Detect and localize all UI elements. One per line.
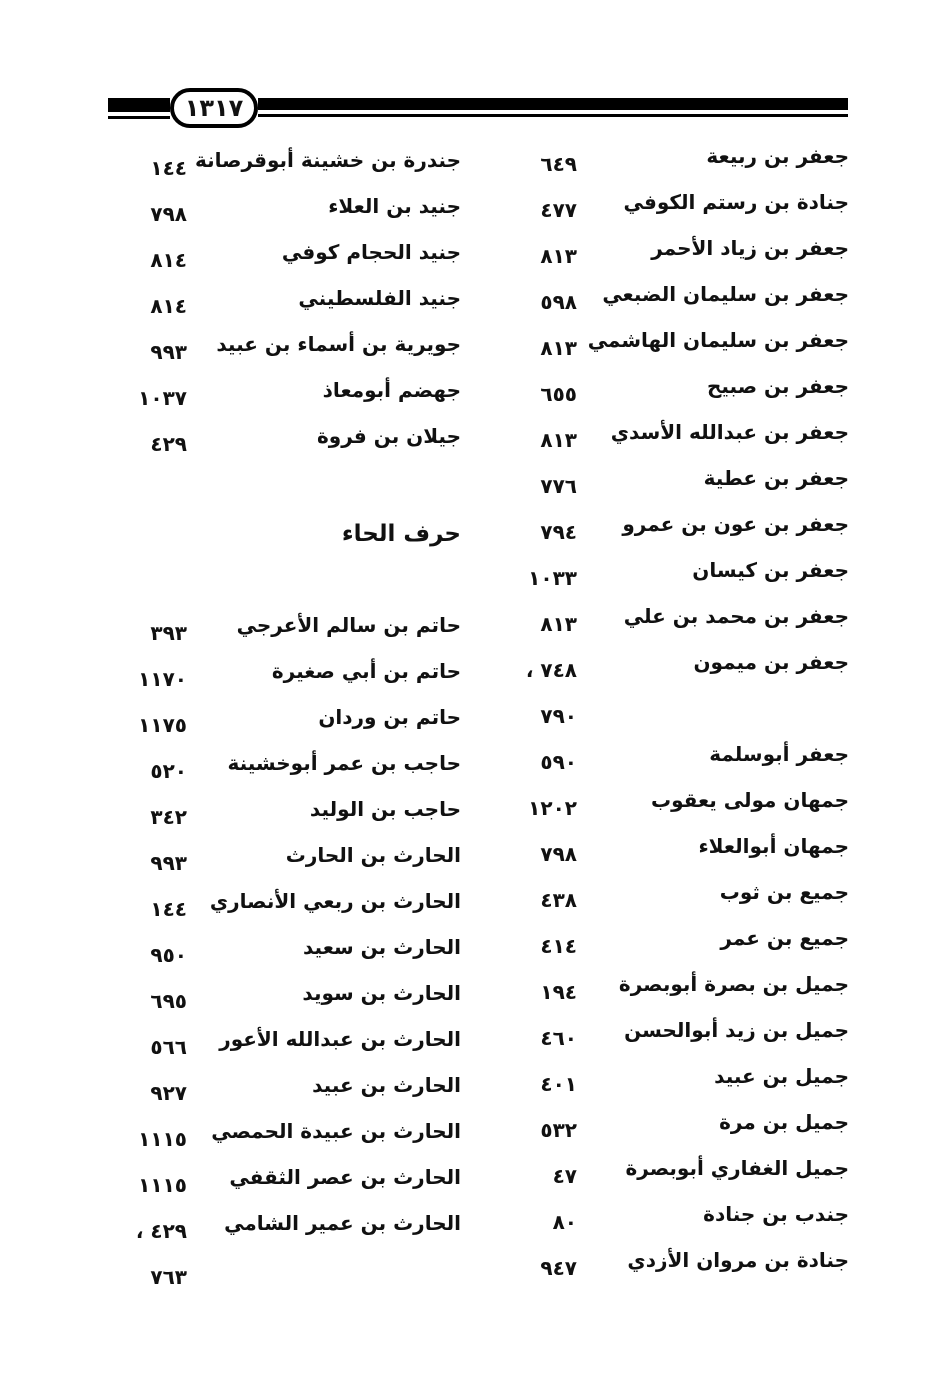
index-entry-page: ٦٥٥ (540, 382, 577, 406)
index-entry-page: ٧٩٨ (150, 202, 187, 226)
index-entry-name: حاجب بن الوليد (309, 797, 461, 821)
index-entry-page: ٧٤٨ ، (525, 658, 577, 682)
index-entry-page: ٤٠١ (540, 1072, 577, 1096)
index-entry-name: جعفر بن صبيح (706, 374, 849, 398)
index-entry-page: ٧٩٠ (540, 704, 577, 728)
index-entry-name: جمهان أبوالعلاء (698, 834, 849, 858)
index-entry-page: ٧٦٣ (150, 1265, 187, 1289)
index-entry-page: ٨١٣ (540, 612, 577, 636)
index-entry-page: ٩٥٠ (150, 943, 187, 967)
index-entry-name: جميل بن زيد أبوالحسن (624, 1018, 849, 1042)
index-entry-page: ٧٩٤ (540, 520, 577, 544)
header-rule-thick (108, 98, 170, 112)
index-entry-page: ٦٩٥ (150, 989, 187, 1013)
index-entry-name: جعفر بن زياد الأحمر (651, 236, 849, 260)
index-entry-name: جميل بن مرة (719, 1110, 849, 1134)
index-entry-name: حاتم بن سالم الأعرجي (236, 613, 461, 637)
index-entry-name: جندب بن جنادة (703, 1202, 849, 1226)
index-entry-page: ٦٤٩ (540, 152, 577, 176)
index-entry-name: الحارث بن الحارث (285, 843, 461, 867)
index-entry-name: جنادة بن مروان الأزدي (627, 1248, 849, 1272)
index-entry-name: جنادة بن رستم الكوفي (623, 190, 849, 214)
index-entry-page: ٨١٣ (540, 244, 577, 268)
index-entry-name: جعفر بن سليمان الهاشمي (587, 328, 849, 352)
index-entry-page: ١٠٣٣ (528, 566, 577, 590)
index-entry-name: جنيد الفلسطيني (298, 286, 461, 310)
index-entry-name: جعفر بن ربيعة (706, 144, 849, 168)
index-entry-name: حاتم بن أبي صغيرة (271, 659, 461, 683)
index-entry-name: جميل بن عبيد (714, 1064, 849, 1088)
index-entry-page: ٥٩٨ (540, 290, 577, 314)
page-number: ١٣١٧ (170, 88, 258, 128)
index-entry-page: ٤٢٩ ، (135, 1219, 187, 1243)
index-entry-page: ١٤٤ (150, 897, 187, 921)
index-entry-name: جعفر بن سليمان الضبعي (602, 282, 849, 306)
header-rule-thin (258, 114, 848, 117)
index-entry-page: ٩٢٧ (150, 1081, 187, 1105)
index-entry-page: ٥٩٠ (540, 750, 577, 774)
index-entry-page: ١١٧٠ (138, 667, 187, 691)
index-entry-page: ١٠٣٧ (138, 386, 187, 410)
index-entry-page: ٩٤٧ (540, 1256, 577, 1280)
index-entry-name: جميع بن ثوب (719, 880, 849, 904)
index-entry-name: جنيد الحجام كوفي (281, 240, 461, 264)
index-entry-name: جعفر أبوسلمة (709, 742, 849, 766)
index-entry-page: ١٩٤ (540, 980, 577, 1004)
index-entry-name: جعفر بن ميمون (693, 650, 849, 674)
index-entry-name: الحارث بن ربعي الأنصاري (209, 889, 461, 913)
index-entry-name: حاتم بن وردان (318, 705, 461, 729)
index-entry-page: ٤٢٩ (150, 432, 187, 456)
index-entry-name: الحارث بن سويد (302, 981, 461, 1005)
index-entry-page: ٩٩٣ (150, 340, 187, 364)
index-entry-name: الحارث بن عصر الثقفي (229, 1165, 461, 1189)
index-entry-page: ١١١٥ (138, 1173, 187, 1197)
index-entry-page: ٣٤٢ (150, 805, 187, 829)
index-entry-page: ٧٩٨ (540, 842, 577, 866)
index-entry-page: ٣٩٣ (150, 621, 187, 645)
index-entry-page: ٥٦٦ (150, 1035, 187, 1059)
index-entry-name: جميع بن عمر (720, 926, 849, 950)
index-entry-name: الحارث بن سعيد (302, 935, 461, 959)
index-entry-page: ٨١٤ (150, 294, 187, 318)
index-entry-name: الحارث بن عمير الشامي (224, 1211, 461, 1235)
header-rule-thick (258, 98, 848, 110)
index-entry-name: حاجب بن عمر أبوخشينة (227, 751, 461, 775)
index-entry-page: ٤٧ (552, 1164, 577, 1188)
index-entry-name: جويرية بن أسماء بن عبيد (216, 332, 461, 356)
section-heading: حرف الحاء (341, 521, 461, 547)
index-entry-page: ٥٢٠ (150, 759, 187, 783)
index-entry-name: الحارث بن عبدالله الأعور (219, 1027, 461, 1051)
index-entry-page: ٤٧٧ (540, 198, 577, 222)
index-entry-name: جعفر بن كيسان (692, 558, 849, 582)
index-entry-name: جميل بن بصرة أبوبصرة (618, 972, 849, 996)
index-entry-name: جميل الغفاري أبوبصرة (625, 1156, 849, 1180)
index-entry-name: جنيد بن العلاء (328, 194, 461, 218)
index-entry-name: جعفر بن عطية (703, 466, 849, 490)
index-entry-page: ٧٧٦ (540, 474, 577, 498)
index-entry-page: ٩٩٣ (150, 851, 187, 875)
index-entry-name: جعفر بن عبدالله الأسدي (610, 420, 849, 444)
index-entry-name: الحارث بن عبيد (312, 1073, 461, 1097)
index-entry-name: جهضم أبومعاذ (322, 378, 461, 402)
index-entry-name: الحارث بن عبيدة الحمصي (211, 1119, 461, 1143)
index-entry-name: جعفر بن محمد بن علي (623, 604, 849, 628)
index-entry-page: ٨١٣ (540, 428, 577, 452)
index-entry-page: ٤٦٠ (540, 1026, 577, 1050)
index-entry-name: جعفر بن عون بن عمرو (622, 512, 849, 536)
index-entry-page: ٤١٤ (540, 934, 577, 958)
index-entry-page: ٨٠ (552, 1210, 577, 1234)
index-entry-page: ٨١٤ (150, 248, 187, 272)
index-entry-page: ٤٣٨ (540, 888, 577, 912)
index-entry-name: جمهان مولى يعقوب (650, 788, 849, 812)
index-entry-page: ٥٣٢ (540, 1118, 577, 1142)
header-rule-thin (108, 116, 170, 119)
index-entry-name: جيلان بن فروة (316, 424, 461, 448)
index-entry-page: ١١١٥ (138, 1127, 187, 1151)
index-entry-page: ١١٧٥ (138, 713, 187, 737)
index-entry-name: جندرة بن خشينة أبوقرصانة (195, 148, 461, 172)
index-entry-page: ٨١٣ (540, 336, 577, 360)
index-entry-page: ١٤٤ (150, 156, 187, 180)
index-entry-page: ١٢٠٢ (528, 796, 577, 820)
